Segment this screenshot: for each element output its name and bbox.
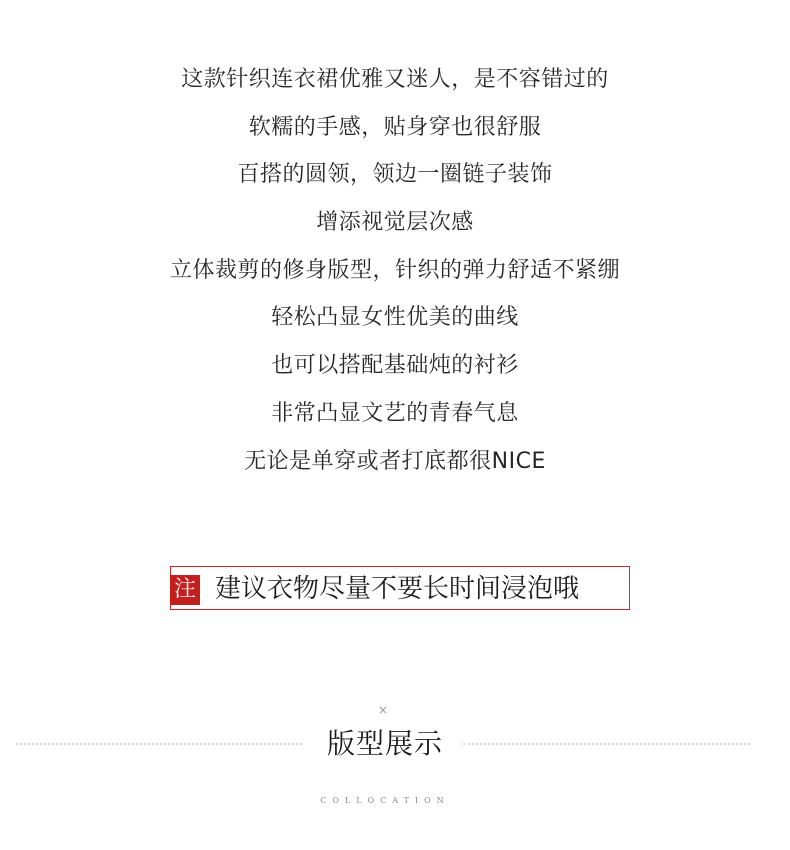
care-note-box [170,566,630,610]
description-line: 这款针织连衣裙优雅又迷人，是不容错过的 [181,67,609,92]
description-line: 立体裁剪的修身版型，针织的弹力舒适不紧绷 [169,257,620,283]
description-line: 非常凸显文艺的青春气息 [271,400,519,426]
product-description [0,62,790,491]
description-line: 百搭的圆领，领边一圈链子装饰 [237,162,553,188]
description-line: 轻松凸显女性优美的曲线 [271,305,519,331]
section-title: 版型展示 [326,727,443,760]
dotted-divider-left [16,743,302,745]
description-line: 增添视觉层次感 [316,210,474,236]
note-tag: 注 [170,575,200,605]
description-line: 也可以搭配基础炖的衬衫 [271,353,519,379]
description-line: 无论是单穿或者打底都很NICE [244,448,546,474]
section-subtitle: COLLOCATION [320,796,450,805]
section-divider-mark: × [377,703,389,717]
dotted-divider-right [463,743,750,745]
description-line: 软糯的手感，贴身穿也很舒服 [248,114,542,140]
note-text: 建议衣物尽量不要长时间浸泡哦 [215,574,580,604]
